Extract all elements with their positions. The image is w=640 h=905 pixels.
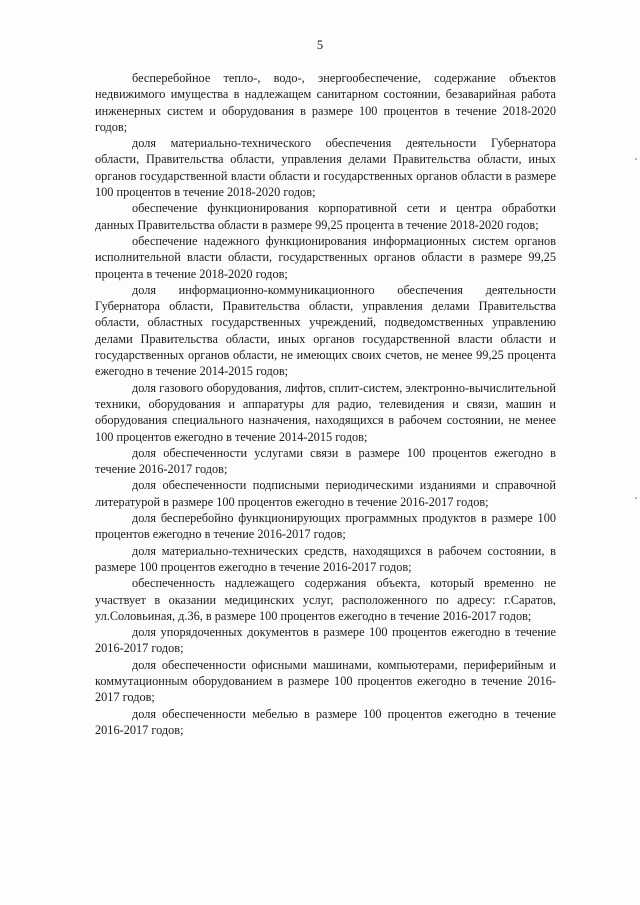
paragraph: доля материально-технических средств, находящихся в рабочем состоянии, в размере 100 процентов ежегодно в течение 2016-2017 годов;	[95, 543, 556, 574]
scan-edge-mark	[635, 158, 637, 160]
paragraph: бесперебойное тепло-, водо-, энергообеспечение, содержание объектов недвижимого имущества в надлежащем санитарном состоянии, безаварийная работа инженерных систем и оборудования в размере 100 процентов в течение 2018-2020 годов;	[95, 71, 556, 134]
paragraph: доля информационно-коммуникационного обеспечения деятельности Губернатора области, Правительства области, управления делами Правительства области, областных государственных учреждений, подведомственных управлению делами Правительства области, иных органов государственной власти области и государственных органов области, не имеющих своих счетов, не менее 99,25 процента ежегодно в течение 2014-2015 годов;	[95, 282, 556, 379]
paragraph: доля обеспеченности мебелью в размере 100 процентов ежегодно в течение 2016-2017 годов;	[95, 706, 556, 737]
paragraph: доля обеспеченности услугами связи в размере 100 процентов ежегодно в течение 2016-2017 годов;	[95, 445, 556, 477]
paragraph: доля обеспеченности подписными периодическими изданиями и справочной литературой в размере 100 процентов ежегодно в течение 2016-2017 годов;	[95, 478, 556, 509]
paragraph: обеспеченность надлежащего содержания объекта, который временно не участвует в оказании медицинских услуг, расположенного по адресу: г.Саратов, ул.Соловьиная, д.36, в размере 100 процентов ежегодно в течение 2016-2017 годов;	[95, 576, 556, 623]
paragraph: доля упорядоченных документов в размере 100 процентов ежегодно в течение 2016-2017 годов;	[95, 625, 556, 656]
page-number: 5	[316, 38, 324, 52]
paragraph: доля газового оборудования, лифтов, сплит-систем, электронно-вычислительной техники, оборудования и аппаратуры для радио, телевидения и связи, машин и оборудования специального назначения, находящихся в рабочем состоянии, не менее 100 процентов ежегодно в течение 2014-2015 годов;	[95, 380, 556, 444]
paragraph: доля бесперебойно функционирующих программных продуктов в размере 100 процентов ежегодно в течение 2016-2017 годов;	[95, 511, 556, 542]
scan-edge-mark	[635, 497, 637, 499]
paragraph: доля обеспеченности офисными машинами, компьютерами, периферийным и коммутационным оборудованием в размере 100 процентов ежегодно в течение 2016-2017 годов;	[95, 657, 556, 705]
paragraph: доля материально-технического обеспечения деятельности Губернатора области, Правительства области, управления делами Правительства области, иных органов государственной власти области и государственных органов области в размере 100 процентов в течение 2018-2020 годов;	[95, 136, 556, 200]
paragraph: обеспечение функционирования корпоративной сети и центра обработки данных Правительства области в размере 99,25 процента в течение 2018-2020 годов;	[95, 201, 556, 232]
document-body	[95, 70, 556, 738]
paragraph: обеспечение надежного функционирования информационных систем органов исполнительной власти области, государственных органов области в размере 99,25 процента в течение 2018-2020 годов;	[95, 233, 556, 281]
